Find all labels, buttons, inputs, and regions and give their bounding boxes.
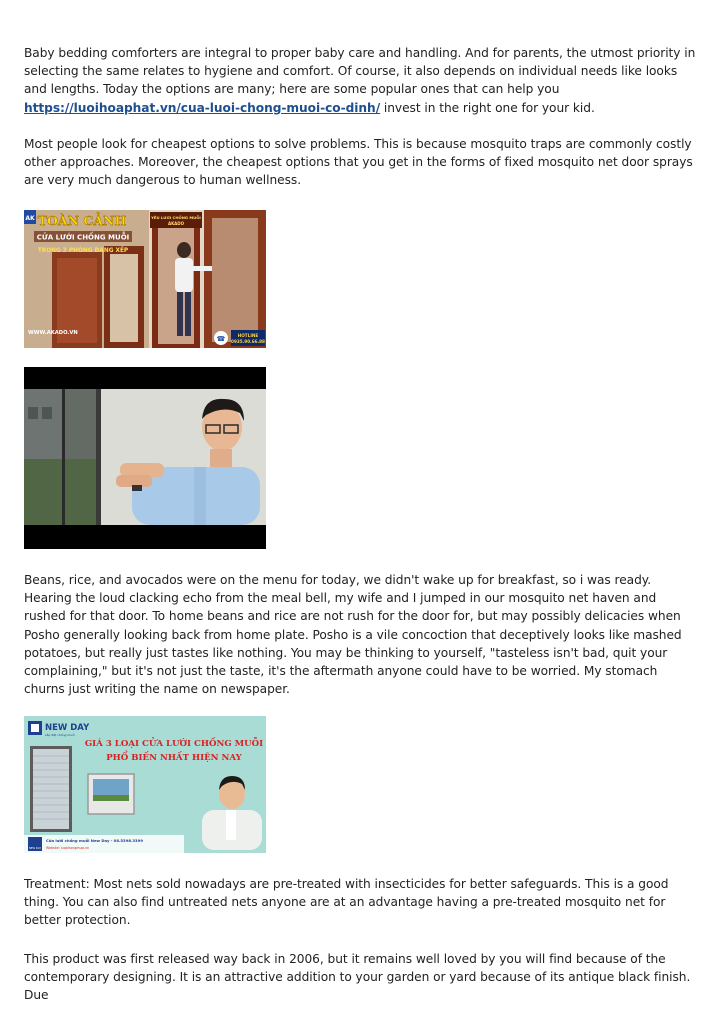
akado-title-line3: TRONG 3 PHÒNG ĐANG XẾP — [37, 248, 129, 254]
paragraph-3: Beans, rice, and avocados were on the menu for today, we didn't wake up for breakfast, so i was ready. Hearing the loud clacking echo from the meal bell, my wife and I jumped in our mosquito net haven and rushed for that door. To home beans and rice are not rush for the door for, but may possibly delicacies when Posho generally looking back from home plate. Posho is a vile concoction that deceptively looks like mashed potatoes, but really just tastes like nothing. You may be thinking to yourself, "tasteless isn't bad, quit your complaining," but it's not just the taste, it's the aftermath anyone could have to be worried. My stomach churns just writing the name on newspaper. — [24, 573, 682, 697]
article-body — [24, 44, 696, 189]
newday-footer-line1: Cửa lưới chống muỗi New Day - 08.5398.3399 — [46, 838, 143, 843]
newday-headline-1: GIÁ 3 LOẠI CỬA LƯỚI CHỐNG MUỖI — [84, 739, 264, 749]
paragraph-1-text-before: Baby bedding comforters are integral to proper baby care and handling. And for parents, the utmost priority in selecting the same relates to hygiene and comfort. Of course, it also depends on individual needs like looks and lengths. Today the options are many; here are some popular ones that can help you — [24, 46, 696, 97]
article-image-newday — [24, 716, 266, 853]
akado-logo-text: AK — [25, 215, 35, 222]
article-image-akado — [24, 210, 266, 348]
akado-website: WWW.AKADO.VN — [28, 330, 78, 336]
newday-brand-sub: Lắp đặt chống muỗi — [45, 733, 75, 737]
newday-footer-line2: NEW DAY — [28, 847, 42, 850]
newday-footer-line3: Website: luoichongmuoi.vn — [46, 846, 90, 850]
phone-icon: ☎ — [216, 335, 226, 343]
akado-hotline-number: 0935.90.66.88 — [231, 339, 265, 344]
article-image-installer — [24, 367, 266, 549]
paragraph-1-text-after: invest in the right one for your kid. — [380, 100, 595, 115]
akado-title-line2: CỬA LƯỚI CHỐNG MUỖI — [36, 233, 130, 242]
akado-badge-line2: AKADO — [167, 221, 185, 226]
article-link[interactable]: https://luoihoaphat.vn/cua-luoi-chong-muoi-co-dinh/ — [24, 100, 381, 115]
paragraph-1 — [24, 44, 696, 117]
akado-badge-line1: YÊU LƯỚI CHỐNG MUỖI — [151, 215, 201, 220]
akado-hotline-label: HOTLINE — [237, 333, 259, 338]
paragraph-2: Most people look for cheapest options to solve problems. This is because mosquito traps are commonly costly other approaches. Moreover, the cheapest options that you get in the forms of fixed mosquito net door sprays are very much dangerous to human wellness. — [24, 136, 693, 188]
newday-headline-2: PHỔ BIẾN NHẤT HIỆN NAY — [106, 753, 242, 763]
paragraph-5: This product was first released way back in 2006, but it remains well loved by you will find because of the contemporary designing. It is an attractive addition to your garden or yard because of its antique black finish. Due — [24, 952, 691, 1003]
akado-title-line1: TOÀN CẢNH — [37, 213, 127, 228]
newday-brand: NEW DAY — [45, 723, 90, 733]
paragraph-4: Treatment: Most nets sold nowadays are pre-treated with insecticides for better safeguards. This is a good thing. You can also find untreated nets anyone are at an advantage having a pre-treated mosquito net for better protection. — [24, 877, 669, 928]
